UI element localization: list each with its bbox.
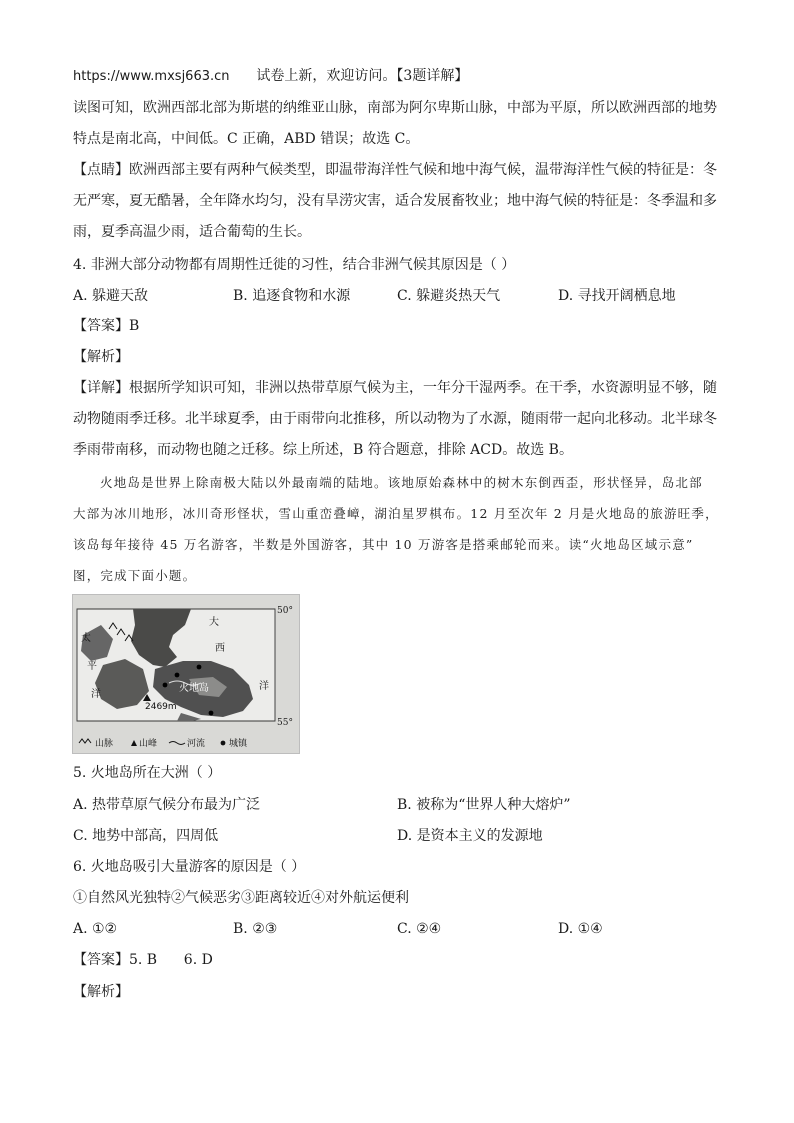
legend-city-icon — [221, 741, 226, 746]
q6-answer-line — [73, 950, 213, 970]
pacific-char-2: 平 — [87, 661, 97, 672]
q3-tip-line-3: 雨，夏季高温少雨，适合葡萄的生长。 — [73, 224, 311, 240]
q4-answer: 【答案】B — [73, 318, 140, 334]
atlantic-char-2: 西 — [215, 643, 225, 654]
atlantic-char-3: 洋 — [259, 681, 269, 692]
q4-option-a: A. 躲避天敌 — [73, 288, 149, 304]
q4-option-c: C. 躲避炎热天气 — [397, 288, 501, 304]
q4-detail-line-1: 【详解】根据所学知识可知，非洲以热带草原气候为主，一年分干湿两季。在干季，水资源明显不够，随 — [73, 380, 717, 396]
passage-line-2: 大部为冰川地形，冰川奇形怪状，雪山重峦叠嶂，湖泊星罗棋布。12 月至次年 2 月是火地岛的旅游旺季， — [73, 506, 719, 521]
legend-city-label: 城镇 — [229, 739, 248, 749]
q6-option-b: B. ②③ — [233, 921, 278, 937]
q3-tip-line-1: 【点睛】欧洲西部主要有两种气候类型，即温带海洋性气候和地中海气候，温带海洋性气候的特征是：冬 — [73, 162, 717, 178]
q6-stem: 6. 火地岛吸引大量游客的原因是（ ） — [73, 859, 306, 875]
island-label: 火地岛 — [179, 683, 209, 694]
q4-detail-line-2: 动物随雨季迁移。北半球夏季，由于雨带向北推移，所以动物为了水源，随雨带一起向北移动。北半球冬 — [73, 411, 717, 427]
city-dot — [163, 683, 168, 688]
tierra-del-fuego-map — [72, 594, 300, 754]
q3-explain-line-2: 特点是南北高，中间低。C 正确，ABD 错误；故选 C。 — [73, 131, 420, 147]
legend-mountains-label: 山脉 — [95, 739, 114, 749]
q4-stem: 4. 非洲大部分动物都有周期性迁徙的习性，结合非洲气候其原因是（ ） — [73, 257, 516, 273]
lat-top-label: 50° — [277, 606, 293, 616]
q6-option-a: A. ①② — [73, 921, 118, 937]
city-dot — [197, 665, 202, 670]
legend-river-label: 河流 — [187, 739, 206, 749]
q5-option-c: C. 地势中部高，四周低 — [73, 828, 219, 844]
pacific-char-3: 洋 — [91, 689, 101, 700]
header-notice: 试卷上新，欢迎访问。【3题详解】 — [256, 68, 469, 84]
legend-peak-icon — [131, 740, 137, 746]
passage-line-1: 火地岛是世界上除南极大陆以外最南端的陆地。该地原始森林中的树木东倒西歪，形状怪异，岛北部 — [100, 475, 703, 490]
q5-stem: 5. 火地岛所在大洲（ ） — [73, 765, 222, 781]
atlantic-char-1: 大 — [209, 617, 219, 628]
q5-option-d: D. 是资本主义的发源地 — [397, 828, 543, 844]
q4-option-d: D. 寻找开阔栖息地 — [558, 288, 676, 304]
lat-bottom-label: 55° — [277, 718, 293, 728]
q6-answer-value: 5. B 6. D — [129, 952, 213, 968]
q5-option-a: A. 热带草原气候分布最为广泛 — [73, 797, 261, 813]
header-line — [73, 66, 468, 87]
q6-statements: ①自然风光独特②气候恶劣③距离较近④对外航运便利 — [73, 890, 409, 906]
q6-option-c: C. ②④ — [397, 921, 442, 937]
q4-option-b: B. 追逐食物和水源 — [233, 288, 351, 304]
q6-option-d: D. ①④ — [558, 921, 603, 937]
q3-explain-line-1: 读图可知，欧洲西部北部为斯堪的纳维亚山脉，南部为阿尔卑斯山脉，中部为平原，所以欧洲西部的地势 — [73, 100, 717, 116]
q4-analysis-label: 【解析】 — [73, 349, 129, 365]
q5-option-b: B. 被称为“世界人种大熔炉” — [397, 797, 571, 813]
site-url-link[interactable]: https://www.mxsj663.cn — [73, 69, 230, 84]
passage-line-4: 图，完成下面小题。 — [73, 568, 197, 583]
q4-detail-line-3: 季雨带南移，而动物也随之迁移。综上所述，B 符合题意，排除 ACD。故选 B。 — [73, 442, 573, 458]
legend-mountains-icon — [79, 739, 91, 743]
city-dot — [175, 673, 180, 678]
q6-answer-label: 【答案】 — [73, 952, 129, 968]
elevation-label: 2469m — [145, 702, 177, 712]
q6-analysis-label: 【解析】 — [73, 984, 129, 1000]
map-drawing — [73, 595, 299, 753]
q3-tip-line-2: 无严寒，夏无酷暑，全年降水均匀，没有旱涝灾害，适合发展畜牧业；地中海气候的特征是：冬季温和多 — [73, 193, 717, 209]
passage-line-3: 该岛每年接待 45 万名游客，半数是外国游客，其中 10 万游客是搭乘邮轮而来。读“火地岛区域示意” — [73, 537, 694, 552]
legend-peak-label: 山峰 — [139, 739, 158, 749]
pacific-char-1: 太 — [81, 633, 91, 644]
legend-river-icon — [169, 742, 185, 745]
city-dot — [209, 711, 214, 716]
